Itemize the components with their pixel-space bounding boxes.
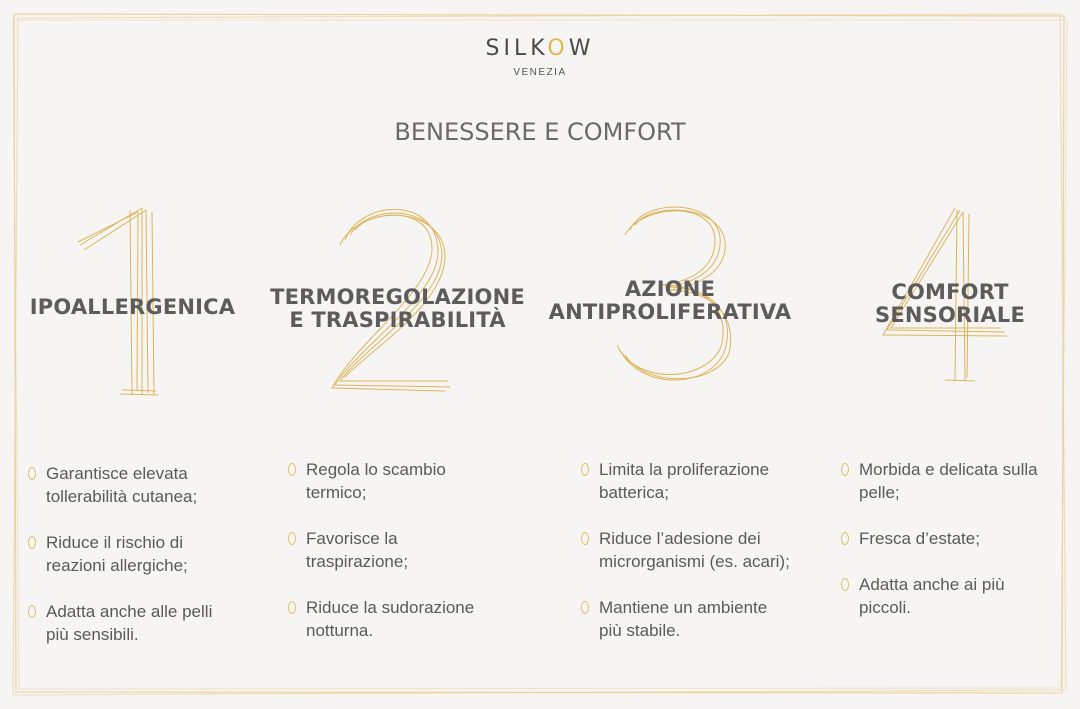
list-item: Riduce la sudorazione notturna. <box>288 596 518 642</box>
list-item: Limita la proliferazione batterica; <box>581 458 821 504</box>
feature-list-2 <box>288 458 518 665</box>
list-item: Garantisce elevata tollerabilità cutanea; <box>28 462 258 508</box>
brand-subtitle: VENEZIA <box>513 67 567 78</box>
list-item: Riduce il rischio di reazioni allergiche; <box>28 531 258 577</box>
feature-heading-3: AZIONE ANTIPROLIFERATIVA <box>548 277 792 324</box>
list-item: Adatta anche ai più piccoli. <box>841 573 1071 619</box>
page-title: BENESSERE E COMFORT <box>394 118 686 146</box>
brand-logo <box>0 36 1080 78</box>
list-item: Favorisce la traspirazione; <box>288 527 518 573</box>
feature-list-3 <box>581 458 821 665</box>
list-item: Riduce l’adesione dei microrganismi (es. acari); <box>581 527 821 573</box>
list-item: Morbida e delicata sulla pelle; <box>841 458 1071 504</box>
feature-heading-1: IPOALLERGENICA <box>29 295 236 319</box>
brand-name: SILKOW <box>485 36 595 61</box>
list-item: Fresca d’estate; <box>841 527 1071 550</box>
feature-list-1 <box>28 462 258 669</box>
feature-heading-4: COMFORT SENSORIALE <box>875 280 1025 327</box>
feature-list-4 <box>841 458 1071 642</box>
list-item: Regola lo scambio termico; <box>288 458 518 504</box>
feature-heading-2: TERMOREGOLAZIONE E TRASPIRABILITÀ <box>270 285 525 332</box>
list-item: Mantiene un ambiente più stabile. <box>581 596 821 642</box>
list-item: Adatta anche alle pelli più sensibili. <box>28 600 258 646</box>
